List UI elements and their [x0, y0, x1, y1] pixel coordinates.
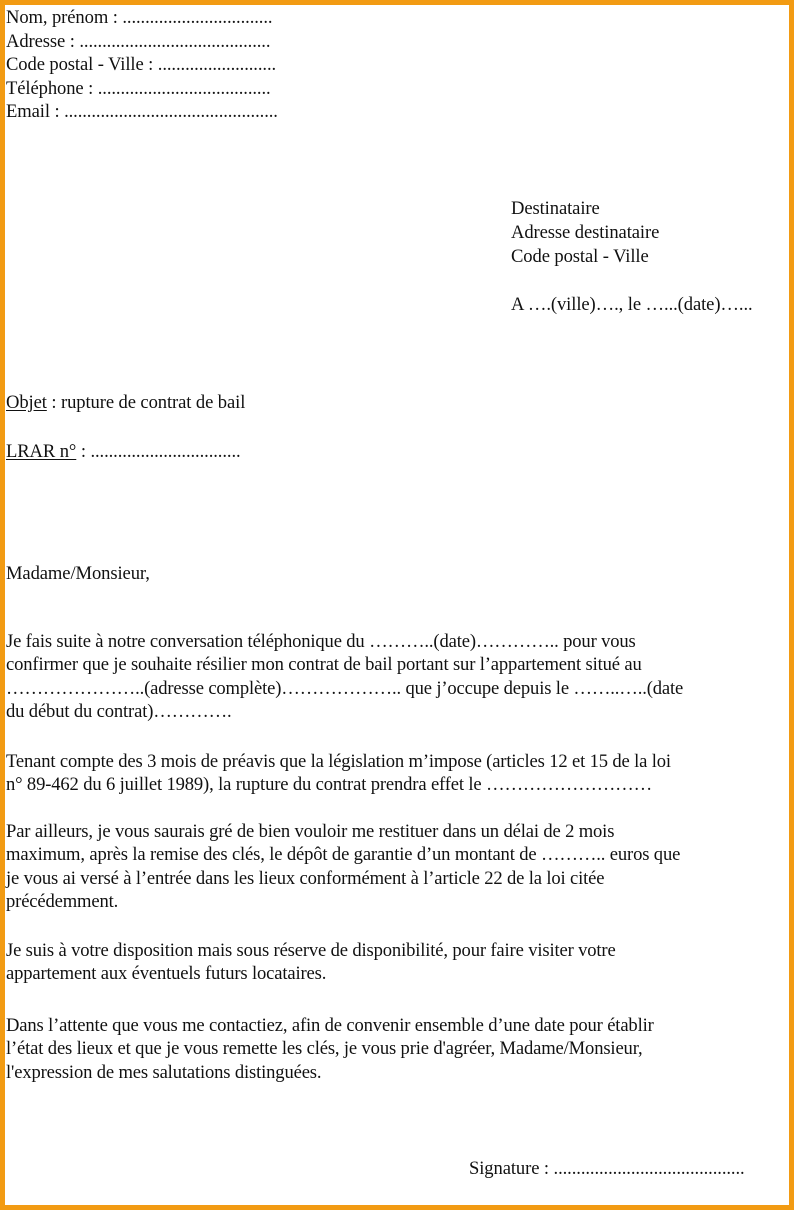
paragraph-line: confirmer que je souhaite résilier mon contrat de bail portant sur l’appartement situé au: [6, 654, 642, 676]
paragraph-closing: [6, 1014, 790, 1084]
paragraph-line: Je suis à votre disposition mais sous réserve de disponibilité, pour faire visiter votre: [6, 940, 616, 961]
paragraph-notice-period: [6, 750, 790, 797]
place-date: A ….(ville)…., le …...(date)…...: [511, 294, 753, 315]
paragraph-line: du début du contrat)………….: [6, 700, 232, 722]
subject-text: : rupture de contrat de bail: [46, 392, 246, 413]
lrar-text: : .................................: [76, 441, 241, 462]
paragraph-line: je vous ai versé à l’entrée dans les lieux conformément à l’article 22 de la loi citée: [6, 867, 605, 889]
recipient-postal-city: Code postal - Ville: [511, 246, 649, 267]
lrar-label: LRAR n°: [6, 441, 77, 462]
paragraph-line: Dans l’attente que vous me contactiez, afin de convenir ensemble d’une date pour établir: [6, 1015, 654, 1036]
paragraph-conversation: [6, 630, 790, 723]
signature-field: Signature : ..........................................: [469, 1158, 745, 1179]
paragraph-line: n° 89-462 du 6 juillet 1989), la rupture du contrat prendra effet le ………………………: [6, 774, 653, 796]
greeting: Madame/Monsieur,: [6, 563, 150, 584]
paragraph-line: Par ailleurs, je vous saurais gré de bien vouloir me restituer dans un délai de 2 mois: [6, 821, 615, 842]
recipient-address: Adresse destinataire: [511, 222, 660, 243]
sender-address-field: Adresse : ..........................................: [6, 30, 271, 52]
sender-block: [6, 6, 278, 124]
recipient-name: Destinataire: [511, 198, 600, 219]
paragraph-visits: [6, 939, 790, 986]
paragraph-line: précédemment.: [6, 890, 119, 912]
paragraph-line: Je fais suite à notre conversation téléphonique du ………..(date)………….. pour vous: [6, 631, 636, 652]
subject-label: Objet: [6, 392, 47, 413]
sender-email-field: Email : ...............................................: [6, 101, 278, 122]
sender-name-field: Nom, prénom : .................................: [6, 7, 273, 28]
paragraph-line: Tenant compte des 3 mois de préavis que la législation m’impose (articles 12 et 15 de la loi: [6, 751, 671, 772]
paragraph-line: appartement aux éventuels futurs locataires.: [6, 963, 327, 985]
paragraph-line: maximum, après la remise des clés, le dépôt de garantie d’un montant de ……….. euros que: [6, 844, 681, 866]
paragraph-line: l'expression de mes salutations distinguées.: [6, 1061, 322, 1083]
paragraph-deposit: [6, 820, 790, 913]
paragraph-line: l’état des lieux et que je vous remette les clés, je vous prie d'agréer, Madame/Monsieur,: [6, 1038, 643, 1060]
paragraph-line: …………………..(adresse complète)……………….. que j’occupe depuis le ……..…..(date: [6, 677, 684, 699]
recipient-block: [511, 197, 659, 269]
lrar-line: [6, 440, 241, 464]
subject-line: [6, 391, 245, 415]
sender-phone-field: Téléphone : ......................................: [6, 77, 271, 99]
sender-postal-city-field: Code postal - Ville : ..........................: [6, 54, 277, 75]
